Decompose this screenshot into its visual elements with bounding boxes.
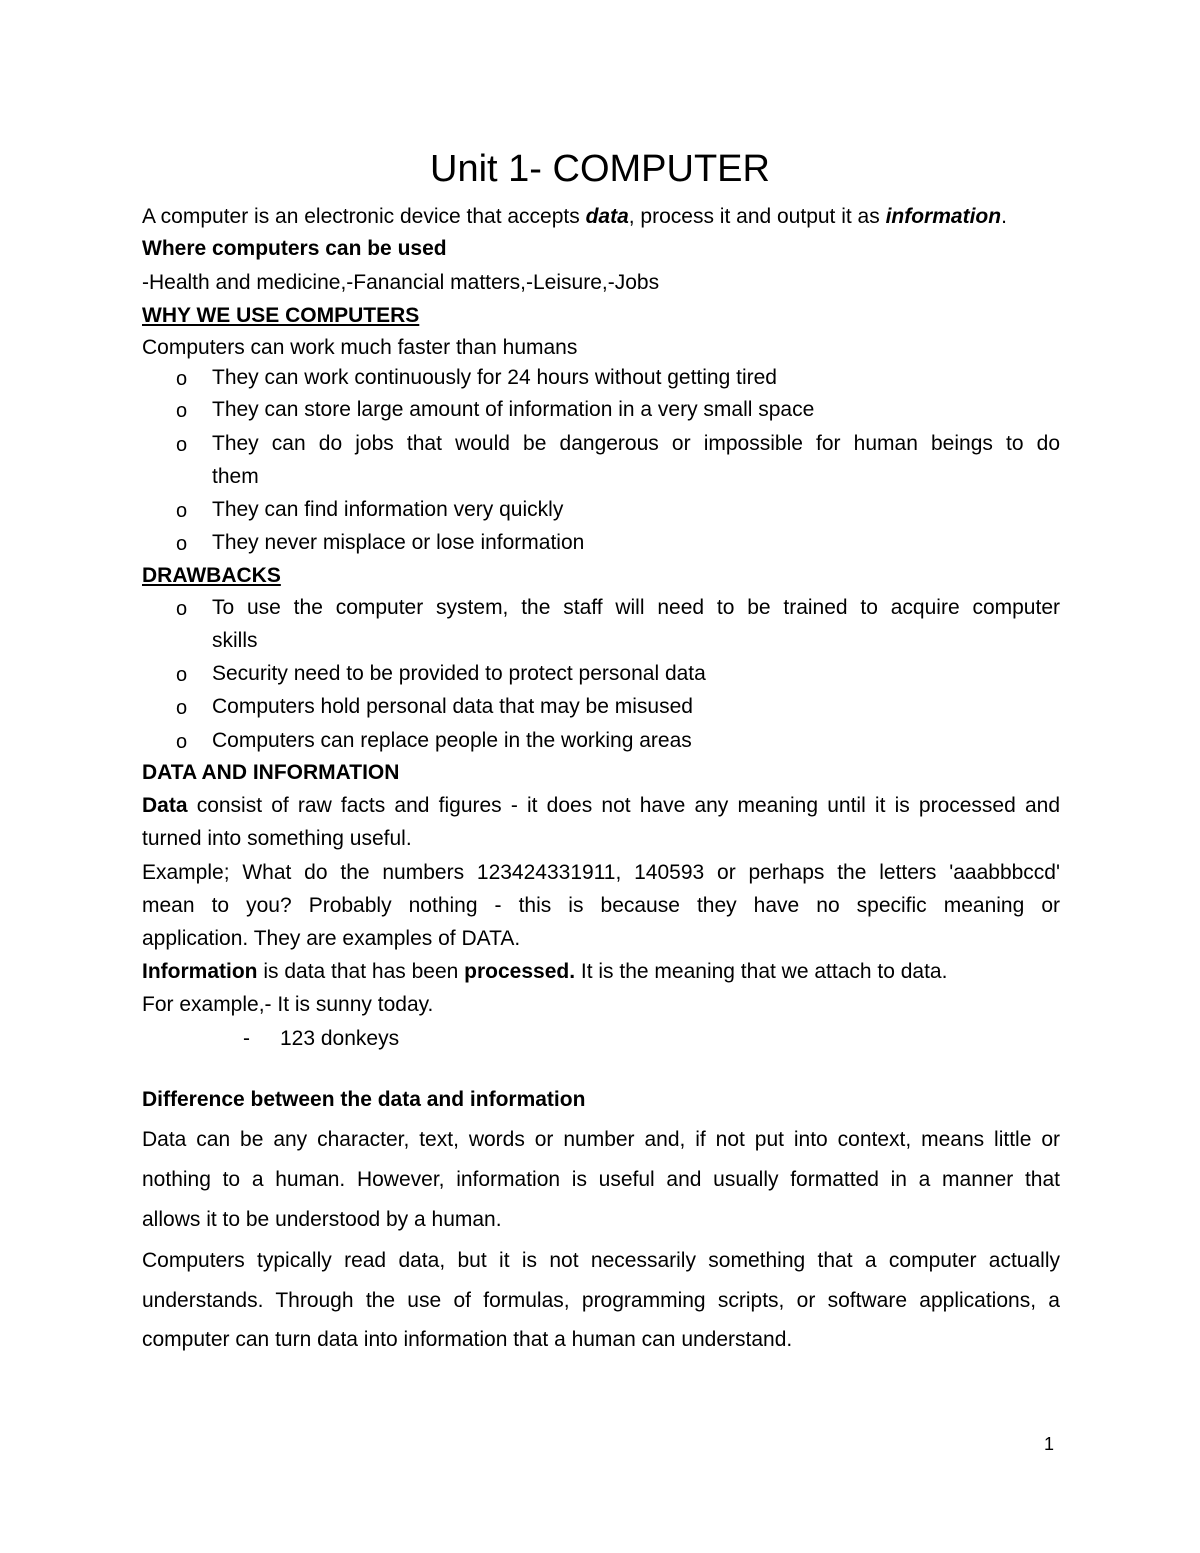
why-use-heading: WHY WE USE COMPUTERS [142,304,420,327]
page-number: 1 [1044,1434,1055,1454]
difference-paragraph-line: Data can be any character, text, words or number and, if not put into context, means little or [142,1128,1060,1151]
bullet-icon: o [176,368,188,390]
drawbacks-item: Computers hold personal data that may be misused [212,695,693,718]
why-use-item: They can store large amount of information in a very small space [212,398,815,421]
drawbacks-item: Computers can replace people in the working areas [212,729,692,752]
where-used-text: -Health and medicine,-Fanancial matters,-Leisure,-Jobs [142,271,660,294]
data-info-heading: DATA AND INFORMATION [142,761,400,784]
difference-paragraph-line: allows it to be understood by a human. [142,1208,502,1231]
drawbacks-item: Security need to be provided to protect personal data [212,662,706,685]
bullet-icon: o [176,598,188,620]
data-definition-text: consist of raw facts and figures - it does not have any meaning until it is processed and [187,794,1060,817]
data-definition-line [142,791,1060,821]
information-text-1: is data that has been [257,960,465,983]
difference-paragraph-line: nothing to a human. However, information is useful and usually formatted in a manner that [142,1168,1060,1191]
bullet-icon: o [176,731,188,753]
information-label: Information [142,960,258,983]
bullet-icon: o [176,533,188,555]
why-use-item: They never misplace or lose information [212,531,585,554]
intro-text-3: . [1001,205,1007,228]
why-use-item: They can find information very quickly [212,498,564,521]
intro-text-2: , process it and output it as [628,205,886,228]
difference-paragraph-line: computer can turn data into information that a human can understand. [142,1328,793,1351]
bullet-icon: o [176,664,188,686]
for-example-line: For example,- It is sunny today. [142,993,434,1016]
why-use-item: They can do jobs that would be dangerous or impossible for human beings to do [212,432,1060,455]
bullet-icon: o [176,697,188,719]
bullet-icon: o [176,500,188,522]
processed-word: processed. [464,960,576,983]
example-line: mean to you? Probably nothing - this is because they have no specific meaning or [142,894,1060,917]
drawbacks-item: To use the computer system, the staff will need to be trained to acquire computer [212,596,1060,619]
bullet-icon: o [176,400,188,422]
intro-information-word: information [885,205,1002,228]
donkeys-text: 123 donkeys [280,1027,400,1050]
data-definition-line: turned into something useful. [142,827,412,850]
example-line: application. They are examples of DATA. [142,927,521,950]
intro-line [142,202,1060,232]
data-label: Data [142,794,188,817]
intro-data-word: data [585,205,629,228]
difference-paragraph-line: Computers typically read data, but it is not necessarily something that a computer actually [142,1249,1060,1272]
why-use-item-continuation: them [212,465,259,488]
why-use-lead: Computers can work much faster than humans [142,336,578,359]
intro-text-1: A computer is an electronic device that accepts [142,205,586,228]
example-line: Example; What do the numbers 123424331911, 140593 or perhaps the letters 'aaabbbccd' [142,861,1060,884]
where-used-heading: Where computers can be used [142,237,447,260]
difference-paragraph-line: understands. Through the use of formulas, programming scripts, or software applications, a [142,1289,1060,1312]
drawbacks-item-continuation: skills [212,629,258,652]
page-title: Unit 1- COMPUTER [430,148,770,190]
information-definition-line [142,957,1060,987]
difference-heading: Difference between the data and information [142,1088,586,1111]
information-text-2: It is the meaning that we attach to data. [575,960,948,983]
donkeys-dash: - [243,1027,250,1050]
bullet-icon: o [176,434,188,456]
drawbacks-heading: DRAWBACKS [142,564,281,587]
why-use-item: They can work continuously for 24 hours without getting tired [212,366,777,389]
